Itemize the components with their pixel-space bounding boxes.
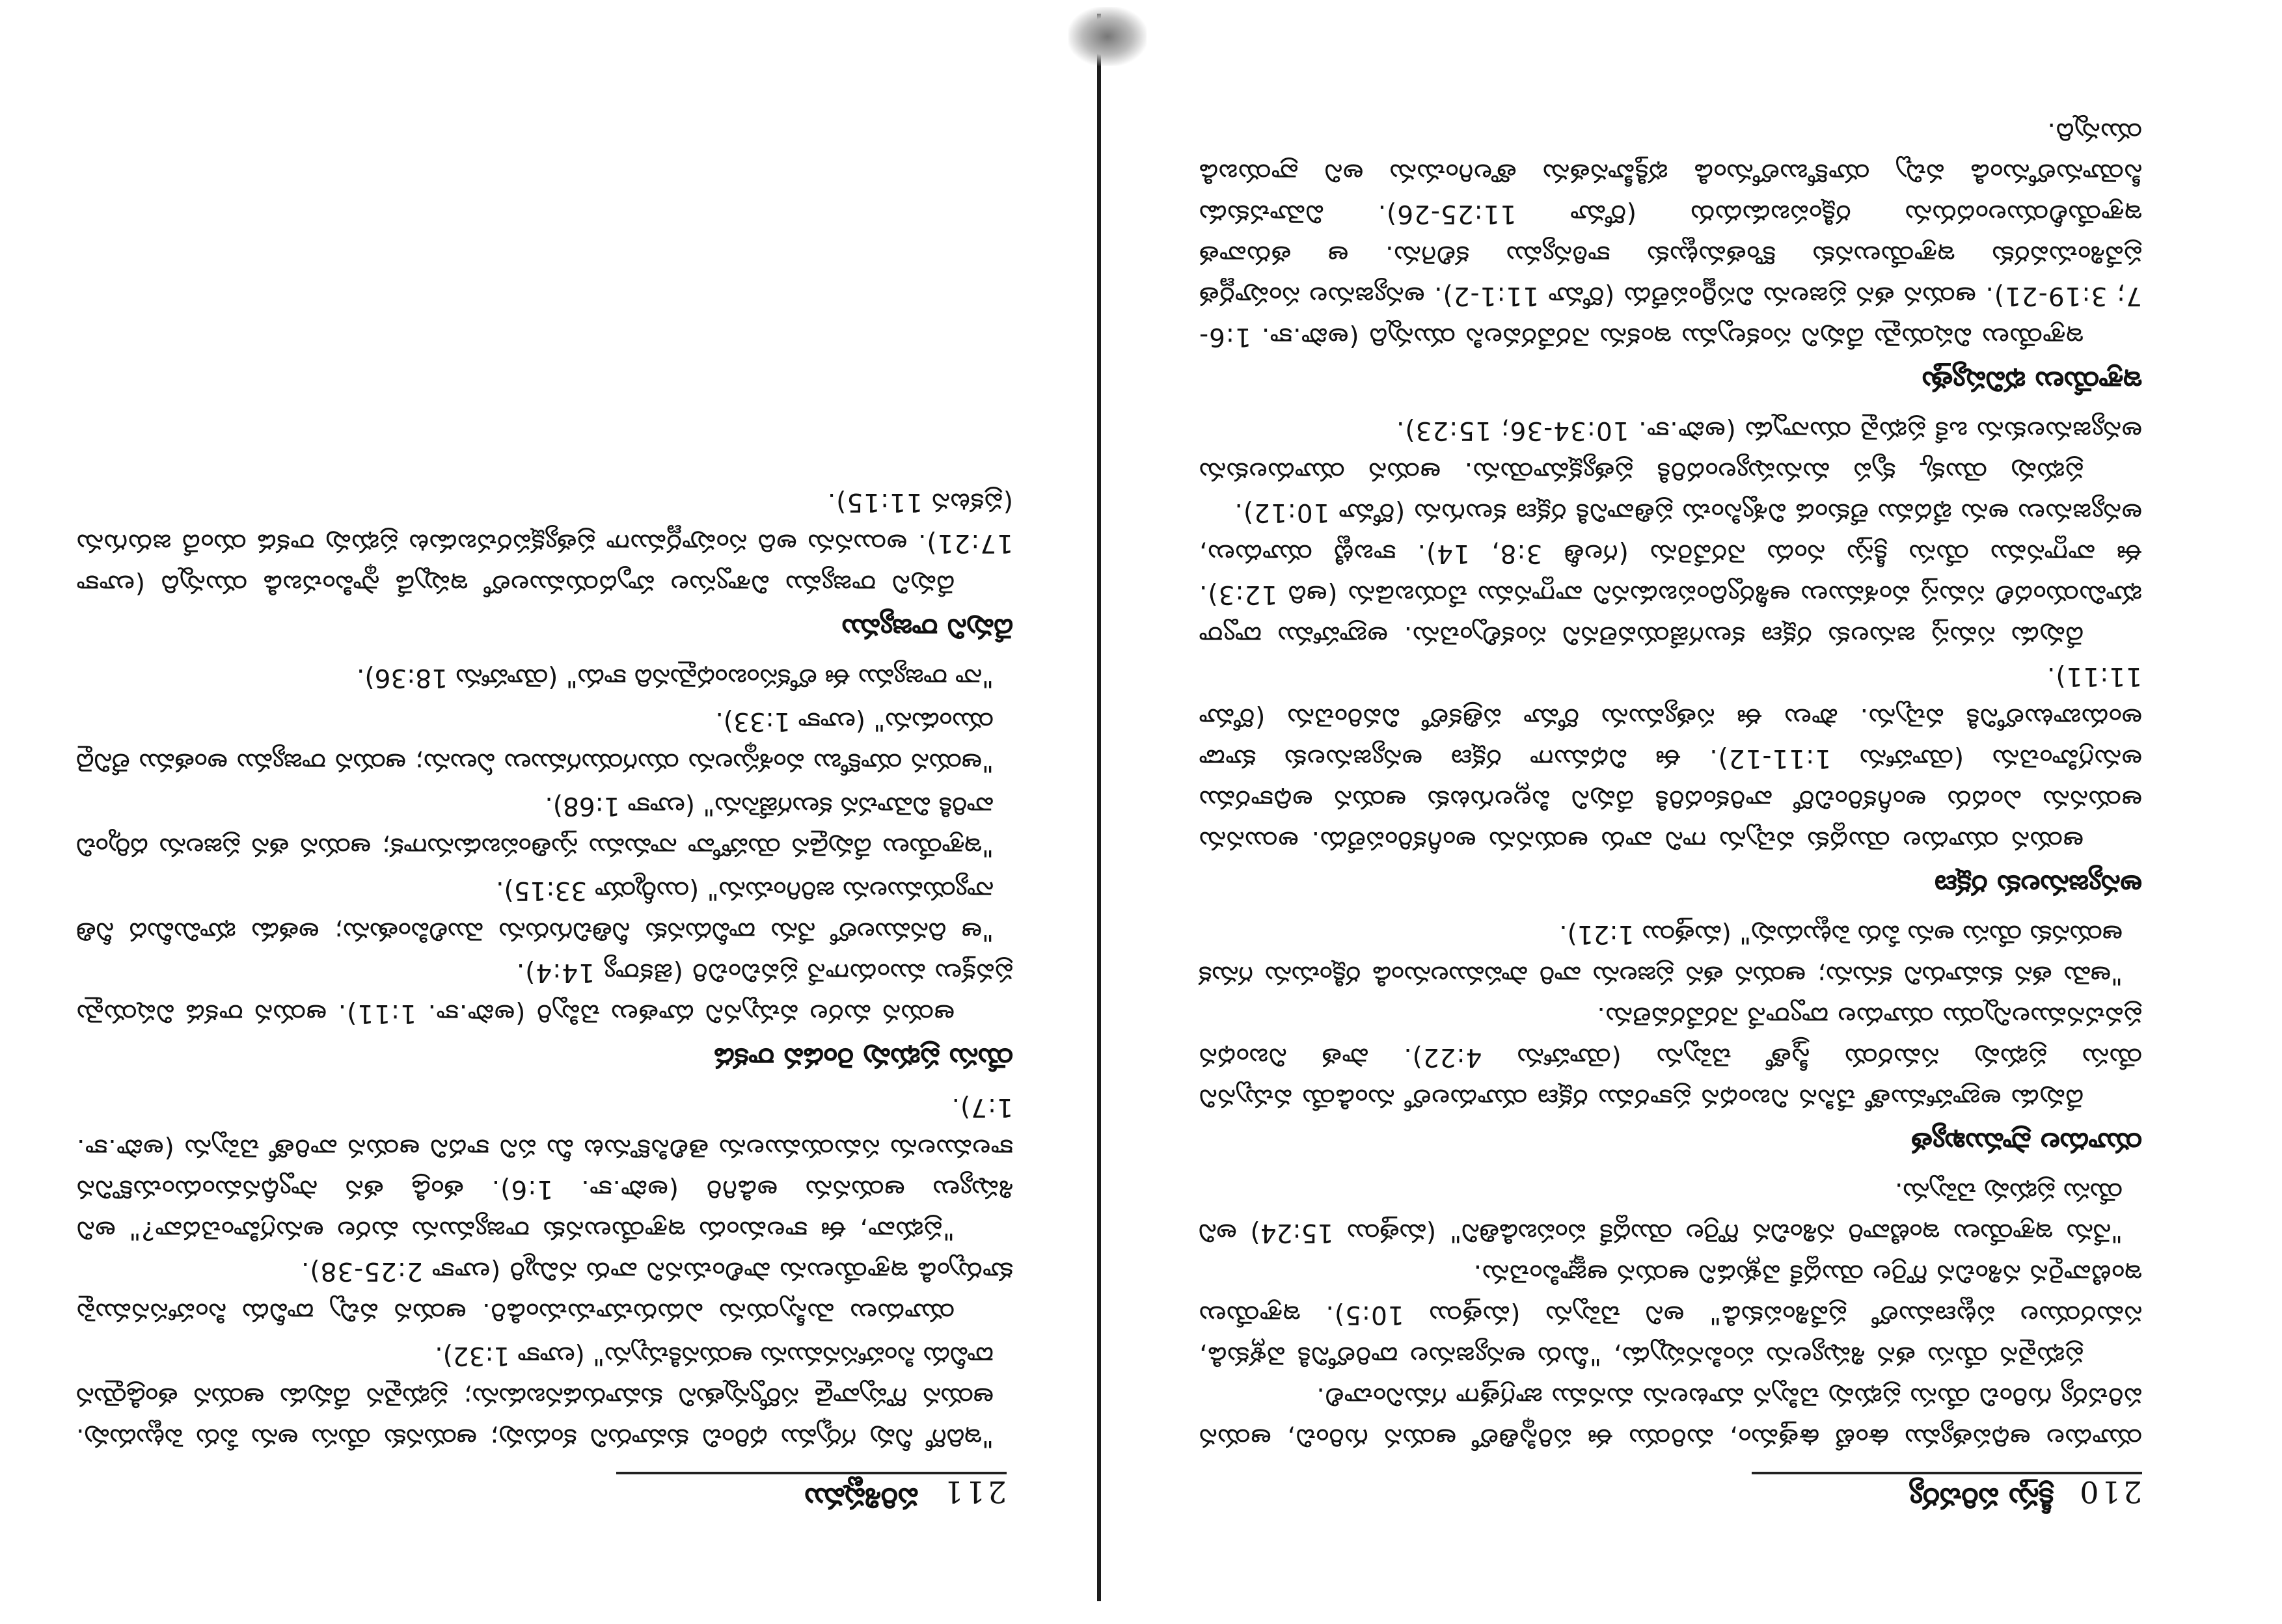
paragraph: ఆయన మరల వచ్చునని దూతలు చెప్పిరి (అపొ.కా. 1:11). ఆయన రాకడ విషయమై ప్రవక్తలు ముందుగానే ప్రవచించిరి (జెకర్యా 14:4). bbox=[76, 958, 1013, 1028]
scripture-quote: "ఇశ్రాయేలు దేవుడైన యెహోవా నామము స్తుతింపబడునుగాక; ఆయన తన ప్రజలను దర్శించి వారికి విమోచన కలుగజేసెను" (లూకా 1:68). bbox=[76, 791, 994, 861]
scripture-quote: "ఇదిగో నీవు గర్భము ధరించి కుమారుని కందువు; ఆయనకు యేసు అను పేరు పెట్టుదువు. ఆయన గొప్పవాడై సర్వోన్నతుని కుమారుడనబడును; ప్రభువైన దేవుడు ఆయన తండ్రియైన దావీదు సింహాసనమును ఆయనకిచ్చును" (లూకా 1:32). bbox=[76, 1341, 994, 1452]
running-head: పరిశిష్టము bbox=[804, 1482, 919, 1515]
book-spine bbox=[1097, 14, 1101, 1601]
paragraph: "ప్రభువా, ఈ కాలమందు ఇశ్రాయేలునకు రాజ్యమును మరల అనుగ్రహించెదవా?" అని శిష్యులు ఆయనను అడిగిరి (అపొ.కా. 1:6). తండ్రి తన స్వాధీనమందుంచుకొనిన కాలములను సమయములను తెలిసికొనుట మీ పని కాదని ఆయన వారితో చెప్పెను (అపొ.కా. 1:7). bbox=[76, 1092, 1013, 1245]
page-body bbox=[76, 59, 1013, 1458]
paragraph: యూదులు మెస్సీయను ఎదురుచూచుచుండిరి. ఆయన వచ్చి దావీదు సింహాసనముపై కూర్చుండి ఇశ్రాయేలును పాలించునని వారు నమ్మిరి (లూకా 2:25-38). bbox=[76, 1256, 1013, 1327]
paragraph: ప్రభువు యొక్క కృప మనుష్యులందరికి ప్రత్యక్షమాయెను. ఆయన యూదులకును అన్యజనులకును ఒకే ప్రభువై యున్నాడు (అపొ.కా. 10:34-36; 15:23). bbox=[1199, 416, 2142, 486]
page-header bbox=[616, 1472, 1007, 1526]
section-heading: యూదుల ప్రాముఖ్యత bbox=[1911, 1127, 2142, 1159]
paragraph: దేవుడు సమస్త జనులకు రక్షణ కలుగజేయవలెనని సంకల్పించెను. అబ్రాహాము ద్వారా భూమియందలి సమస్త వంశములు ఆశీర్వదింపబడునని వాగ్దానము చేయబడెను (ఆది 12:3). ఈ వాగ్దానము యేసు క్రీస్తు నందు నెరవేరెను (గలతీ 3:8, 14). కాబట్టి యూదులు, అన్యజనులు అను భేదము లేకుండ విశ్వసించు ప్రతివానికి రక్షణ కలుగును (రోమా 10:12). bbox=[1199, 498, 2142, 650]
right-page bbox=[0, 0, 1085, 1624]
paragraph: దేవుని రాజ్యము విశ్వాసుల హృదయములలో ఇప్పుడే స్థాపించబడి యున్నది (లూకా 17:21). అయినను అది సంపూర్ణముగా ప్రత్యక్షపరచబడుట ప్రభువు రాకడ యందే జరుగును (ప్రకటన 11:15). bbox=[76, 487, 1013, 599]
page-body bbox=[1199, 59, 2142, 1458]
paragraph: యూదుల ఆధిపత్యము ఉంటే ఉత్తమం, మరియు ఈ పరిస్థితిలో ఆయన గురించి, ఆయన పరిచర్య గురించి యేసు ప్రభువు చెప్పిన మాటలను మనము జాగ్రత్తగా గమనించాలి. bbox=[1199, 1382, 2142, 1452]
scripture-quote: "నేను ఇశ్రాయేలు ఇంటివారి నశించిన గొర్రెల యొద్దకే పంపబడితిని" (మత్తయి 15:24) అని యేసు ప్రభువు చెప్పెను. bbox=[1199, 1177, 2123, 1247]
scripture-quote: "ఆ దినములలో నేను దావీదునకు నీతిచిగురును మొలిపింతును; అతడు భూమిమీద నీతి న్యాయములను జరిగించును" (యిర్మీయా 33:15). bbox=[76, 876, 994, 946]
page-number: 210 bbox=[2077, 1474, 2142, 1509]
scripture-quote: "ఆయన యాకోబు వంశస్థులను యుగయుగములు ఏలును; ఆయన రాజ్యము అంతము లేనిదై యుండును" (లూకా 1:33). bbox=[76, 707, 994, 777]
left-page bbox=[1137, 0, 2282, 1624]
section-heading: ఇశ్రాయేలు భవిష్యత్తు bbox=[1922, 366, 2142, 398]
section-heading: అన్యజనులకు రక్షణ bbox=[1935, 869, 2142, 901]
page-number: 211 bbox=[942, 1474, 1007, 1509]
running-head: క్రీస్తు పరిచర్య bbox=[1909, 1482, 2054, 1515]
paragraph: ఆయన యూదుల యొద్దకు వచ్చెను గాని వారు ఆయనను అంగీకరింపలేదు. అయినను ఆయనను ఎందరు అంగీకరించిరో వారికందరికి దేవుని పిల్లలగుటకు ఆయన అధికారము అనుగ్రహించెను (యోహాను 1:11-12). ఈ విధముగా రక్షణ అన్యజనులకు కూడా అందుబాటులోనికి వచ్చెను. పౌలు ఈ సత్యమును రోమా పత్రికలో వివరించెను (రోమా 11:11). bbox=[1199, 662, 2142, 855]
paragraph: ప్రభువైన యేసు తన శిష్యులను పంపినప్పుడు, "మీరు అన్యజనుల దారిలోనికి వెళ్లకుడి, సమరయుల పట్టణములో ప్రవేశింపకుడి" అని చెప్పెను (మత్తయి 10:5). ఇశ్రాయేలు ఇంటివారైన నశించిన గొర్రెల యొద్దకే వెళ్లుడని ఆయన ఆజ్ఞాపించెను. bbox=[1199, 1259, 2142, 1370]
paragraph: ఇశ్రాయేలు విషయమై దేవుని సంకల్పము ఇంకను నెరవేరవలసి యున్నది (అపొ.కా. 1:6-7; 3:19-21). ఆయన తన ప్రజలను విసర్జింపలేదు (రోమా 11:1-2). అన్యజనుల సంపూర్ణత ప్రవేశించువరకు ఇశ్రాయేలునకు కొంతమట్టుకు కాఠిన్యము కలిగెను. ఆ తరువాత ఇశ్రాయేలీయులందరును రక్షింపబడుదురు (రోమా 11:25-26). విమోచకుడు సీయోనులోనుండి వచ్చి యాకోబులోనుండి భక్తిహీనతను తొలగించును అని వ్రాయబడి యున్నది. bbox=[1199, 117, 2142, 351]
section-heading: దేవుని రాజ్యము bbox=[841, 613, 1013, 645]
scripture-quote: "నా రాజ్యము ఈ లోకసంబంధమైనది కాదు" (యోహాను 18:36). bbox=[356, 663, 994, 692]
page-header bbox=[1752, 1472, 2142, 1526]
paragraph: దేవుడు అబ్రాహాముతో చేసిన నిబంధన ప్రకారము రక్షణ యూదులలో నుండియే వచ్చునని యేసు ప్రభువు సమరయ స్త్రీతో చెప్పెను (యోహాను 4:22). పాత నిబంధన ప్రవచనములన్నియు యూదుల ద్వారానే నెరవేరవలెను. bbox=[1199, 1001, 2142, 1113]
section-heading: యేసు ప్రభువు రెండవ రాకడ bbox=[714, 1042, 1013, 1074]
scripture-quote: "ఆమె తన కుమారుని కనును; ఆయన తన ప్రజలను వారి పాపములనుండి రక్షించును గనుక ఆయనకు యేసు అను పేరు పెట్టుదువు" (మత్తయి 1:21). bbox=[1199, 919, 2123, 990]
